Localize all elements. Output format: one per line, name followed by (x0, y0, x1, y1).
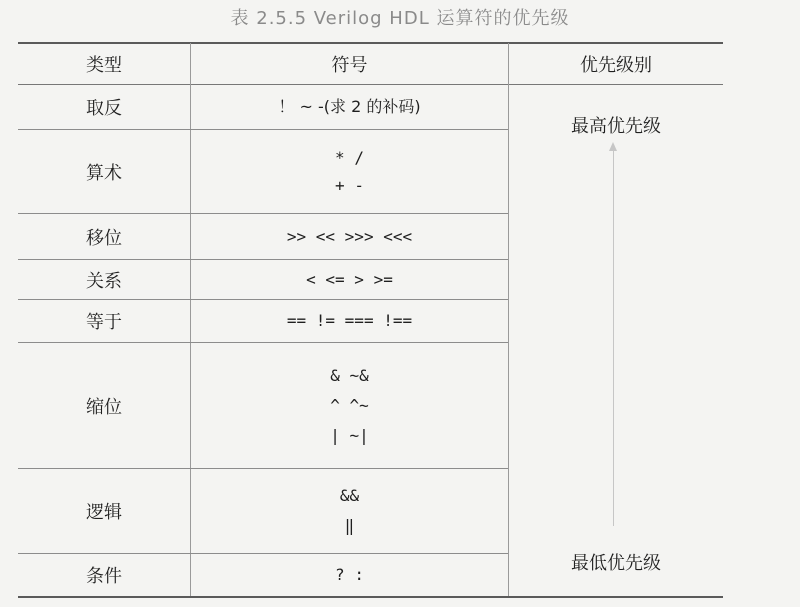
row-symbols (191, 469, 508, 553)
row-type-label: 算术 (86, 162, 122, 184)
table-caption: 表 2.5.5 Verilog HDL 运算符的优先级 (230, 8, 570, 29)
row-type-label: 移位 (86, 227, 122, 249)
row-type-label: 关系 (86, 270, 122, 292)
header-type: 类型 (86, 55, 122, 76)
header-symbol: 符号 (331, 55, 368, 76)
symbol-line: < <= > >= (306, 269, 393, 289)
priority-highest-label: 最高优先级 (571, 116, 661, 137)
row-type-label: 缩位 (86, 396, 122, 418)
symbol-line: == != === !== (286, 311, 413, 330)
symbol-line: ^ ^~ (330, 395, 369, 415)
row-type-label: 取反 (86, 98, 122, 119)
symbol-line: ? : (335, 565, 364, 584)
row-type-label: 逻辑 (86, 502, 122, 523)
symbol-line: ‖ (344, 516, 355, 535)
row-symbols (191, 260, 508, 299)
row-symbols (191, 554, 508, 596)
row-type-label: 等于 (86, 312, 122, 333)
symbol-line: + - (335, 175, 364, 195)
row-symbols (191, 300, 508, 342)
symbol-line: >> << >>> <<< (286, 226, 413, 246)
priority-lowest-label: 最低优先级 (571, 553, 661, 574)
table-bottom-rule (18, 596, 723, 598)
row-symbols (191, 85, 508, 129)
symbol-line: & ~& (330, 365, 369, 385)
symbol-line: && (339, 486, 360, 505)
symbol-line: * / (335, 147, 364, 167)
row-type-label: 条件 (86, 566, 122, 587)
symbol-line: ！ ~ -(求 2 的补码) (278, 97, 421, 116)
symbol-line: | ~| (330, 425, 369, 445)
row-symbols (191, 130, 508, 213)
row-symbols (191, 343, 508, 468)
header-priority: 优先级别 (580, 55, 652, 76)
row-symbols (191, 214, 508, 259)
priority-arrow-shaft (613, 150, 614, 526)
